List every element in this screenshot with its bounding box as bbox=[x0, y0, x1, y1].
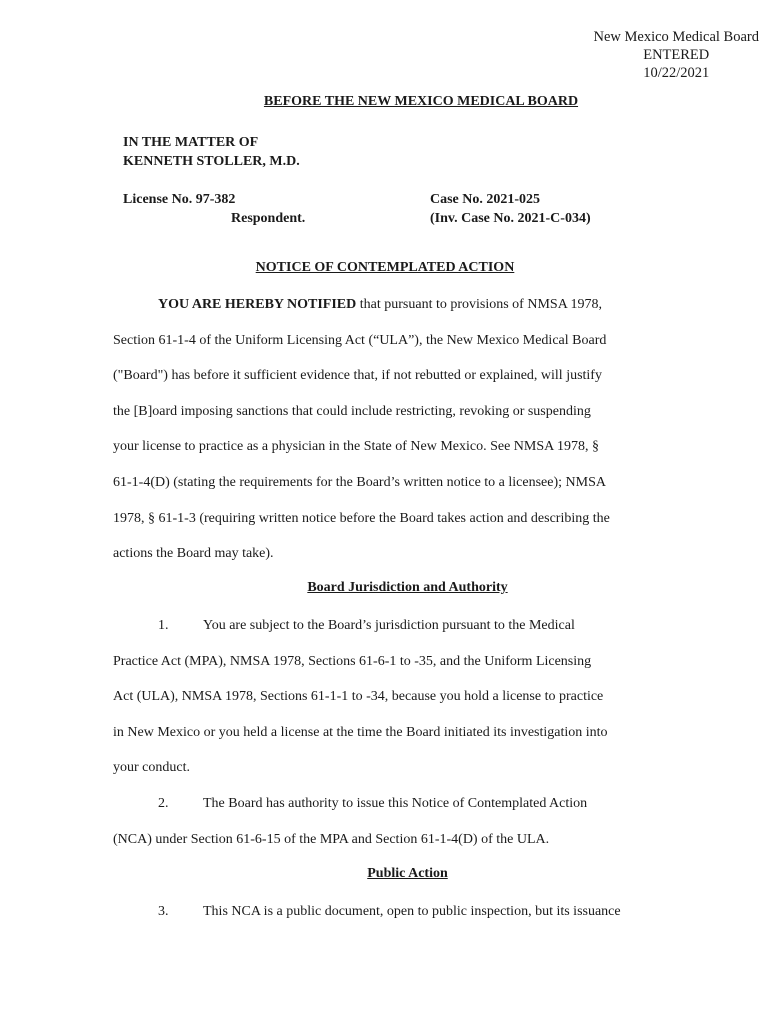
para3-first-line bbox=[113, 894, 658, 930]
paragraph-2 bbox=[113, 786, 658, 857]
para1-line: in New Mexico or you held a license at the time the Board initiated its investigation into bbox=[113, 724, 608, 740]
para2-line: (NCA) under Section 61-6-15 of the MPA and Section 61-1-4(D) of the ULA. bbox=[113, 831, 550, 847]
intro-line: 1978, § 61-1-3 (requiring written notice before the Board takes action and describing the bbox=[113, 510, 610, 526]
intro-line: your license to practice as a physician in the State of New Mexico. See NMSA 1978, § bbox=[113, 439, 599, 455]
document-heading: BEFORE THE NEW MEXICO MEDICAL BOARD bbox=[263, 94, 579, 109]
intro-first-rest: that pursuant to provisions of NMSA 1978, bbox=[356, 297, 603, 312]
paragraph-3 bbox=[113, 894, 658, 930]
case-number: Case No. 2021-025 bbox=[430, 192, 541, 207]
intro-bold: YOU ARE HEREBY NOTIFIED bbox=[158, 297, 357, 312]
stamp-date: 10/22/2021 bbox=[643, 65, 710, 81]
license-number: License No. 97-382 bbox=[123, 192, 236, 207]
section-jurisdiction-title: Board Jurisdiction and Authority bbox=[307, 580, 508, 595]
case-block bbox=[430, 190, 591, 228]
section-public-action-title: Public Action bbox=[367, 866, 448, 881]
para1-first-text: You are subject to the Board’s jurisdiction pursuant to the Medical bbox=[203, 618, 575, 633]
para2-first-text: The Board has authority to issue this Notice of Contemplated Action bbox=[203, 796, 588, 811]
para2-number: 2. bbox=[158, 796, 169, 811]
stamp-entered: ENTERED bbox=[643, 47, 710, 63]
para1-line: your conduct. bbox=[113, 760, 190, 776]
intro-line: 61-1-4(D) (stating the requirements for the Board’s written notice to a licensee); NMSA bbox=[113, 474, 606, 490]
respondent-name: KENNETH STOLLER, M.D. bbox=[123, 154, 300, 169]
intro-line: the [B]oard imposing sanctions that could include restricting, revoking or suspending bbox=[113, 403, 591, 419]
license-block bbox=[123, 190, 305, 228]
matter-line: IN THE MATTER OF bbox=[123, 135, 259, 150]
stamp-board: New Mexico Medical Board bbox=[593, 29, 759, 45]
intro-paragraph bbox=[113, 287, 658, 572]
para3-number: 3. bbox=[158, 904, 169, 919]
matter-caption bbox=[123, 133, 300, 171]
respondent-label: Respondent. bbox=[231, 211, 306, 226]
para3-first-text: This NCA is a public document, open to public inspection, but its issuance bbox=[203, 904, 621, 919]
para1-number: 1. bbox=[158, 618, 169, 633]
intro-line: actions the Board may take). bbox=[113, 546, 274, 562]
notice-title: NOTICE OF CONTEMPLATED ACTION bbox=[255, 260, 515, 275]
para1-first-line bbox=[113, 608, 658, 644]
entered-stamp bbox=[594, 28, 760, 82]
para1-line: Act (ULA), NMSA 1978, Sections 61-1-1 to -34, because you hold a license to practice bbox=[113, 689, 604, 705]
para2-first-line bbox=[113, 786, 658, 822]
intro-line: Section 61-1-4 of the Uniform Licensing Act (“ULA”), the New Mexico Medical Board bbox=[113, 332, 607, 348]
inv-case-number: (Inv. Case No. 2021-C-034) bbox=[430, 211, 591, 226]
para1-line: Practice Act (MPA), NMSA 1978, Sections 61-6-1 to -35, and the Uniform Licensing bbox=[113, 653, 592, 669]
intro-line: ("Board") has before it sufficient evidence that, if not rebutted or explained, will justify bbox=[113, 368, 602, 384]
intro-first-line bbox=[113, 287, 658, 323]
paragraph-1 bbox=[113, 608, 658, 786]
